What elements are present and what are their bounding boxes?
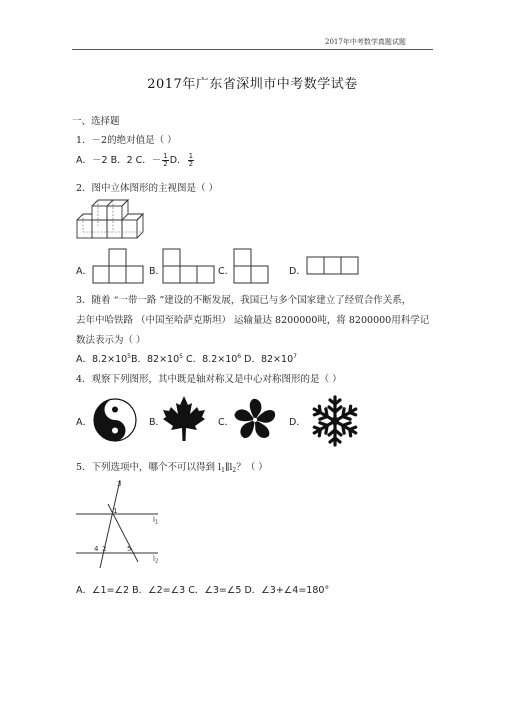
q1-stem: 1．－2的绝对值是（ ） bbox=[76, 135, 177, 146]
section-heading: 一、选择题 bbox=[72, 116, 120, 127]
maple-leaf-icon bbox=[161, 395, 207, 443]
q2-option-d-figure bbox=[306, 256, 360, 276]
label-angle-1: 1 bbox=[113, 507, 118, 515]
label-l2: $l_2$ bbox=[153, 555, 159, 565]
q2-option-a-figure bbox=[92, 247, 144, 285]
exam-title: 2017年广东省深圳市中考数学试卷 bbox=[147, 77, 358, 92]
q2-option-d-label: D． bbox=[289, 266, 306, 277]
page-header: 2017年中考数学真题试题 bbox=[325, 38, 406, 46]
q1-option-d-fraction: $\frac{1}{2}$ bbox=[188, 152, 194, 168]
q4-option-a-label: A． bbox=[76, 417, 92, 428]
q5-parallel-lines-figure bbox=[74, 476, 174, 572]
snowflake-icon bbox=[308, 394, 362, 448]
q2-option-b-label: B． bbox=[149, 266, 166, 277]
q5-stem: 5．下列选项中，哪个不可以得到 $l_1\parallel l_2$？（ ） bbox=[76, 462, 268, 474]
q3-line-1: 3．随着 “一带一路 ”建设的不断发展，我国已与多个国家建立了经贸合作关系， bbox=[76, 295, 412, 306]
label-l1: $l_1$ bbox=[153, 516, 159, 526]
q1-option-c-fraction: $\frac{1}{2}$ bbox=[163, 152, 168, 168]
q2-option-c-figure bbox=[232, 247, 272, 287]
label-angle-4: 4 bbox=[94, 545, 99, 553]
bauhinia-flower-icon bbox=[232, 397, 278, 443]
q5-options: A．∠1=∠2 B．∠2=∠3 C．∠3=∠5 D．∠3+∠4=180° bbox=[76, 585, 330, 596]
q4-option-c-label: C． bbox=[218, 417, 235, 428]
q2-option-c-label: C． bbox=[218, 266, 235, 277]
q1-option-d-label: D． bbox=[169, 155, 187, 166]
q3-option-c: C．8.2×10 bbox=[186, 354, 238, 365]
q3-line-3: 数法表示为（ ） bbox=[76, 335, 146, 346]
q1-options bbox=[76, 152, 195, 168]
q1-options-text: A．－2 B．2 C．－ bbox=[76, 155, 162, 166]
q3-options: A．$8.2\times 10^5B$．$82\times 10^5$ C．$8.2\times 10^6$ D．$82\times 10^7$ bbox=[76, 353, 297, 365]
label-angle-5: 5 bbox=[127, 545, 132, 553]
q2-option-b-figure bbox=[162, 247, 216, 285]
header-rule bbox=[72, 49, 433, 50]
q5-stem-text: 5．下列选项中，哪个不可以得到 l bbox=[76, 462, 222, 473]
q4-option-b-label: B． bbox=[149, 417, 166, 428]
q2-solid-figure bbox=[74, 196, 150, 242]
yin-yang-icon bbox=[92, 397, 138, 443]
q3-line-2: 去年中哈铁路 （中国至哈萨克斯坦） 运输量达 8200000吨，将 8200000用科学记 bbox=[76, 315, 430, 326]
q4-stem: 4．观察下列图形，其中既是轴对称又是中心对称图形的是（ ） bbox=[76, 374, 342, 385]
q3-option-a: A．8.2×10 bbox=[76, 354, 128, 365]
q2-stem: 2．图中立体图形的主视图是（ ） bbox=[76, 183, 219, 194]
q4-option-d-label: D． bbox=[289, 417, 306, 428]
label-line-3: 3 bbox=[117, 480, 122, 488]
q3-option-d: D．82×10 bbox=[244, 354, 294, 365]
label-angle-2: 2 bbox=[102, 545, 107, 553]
q2-option-a-label: A． bbox=[76, 266, 92, 277]
q3-option-b: B．82×10 bbox=[130, 354, 180, 365]
